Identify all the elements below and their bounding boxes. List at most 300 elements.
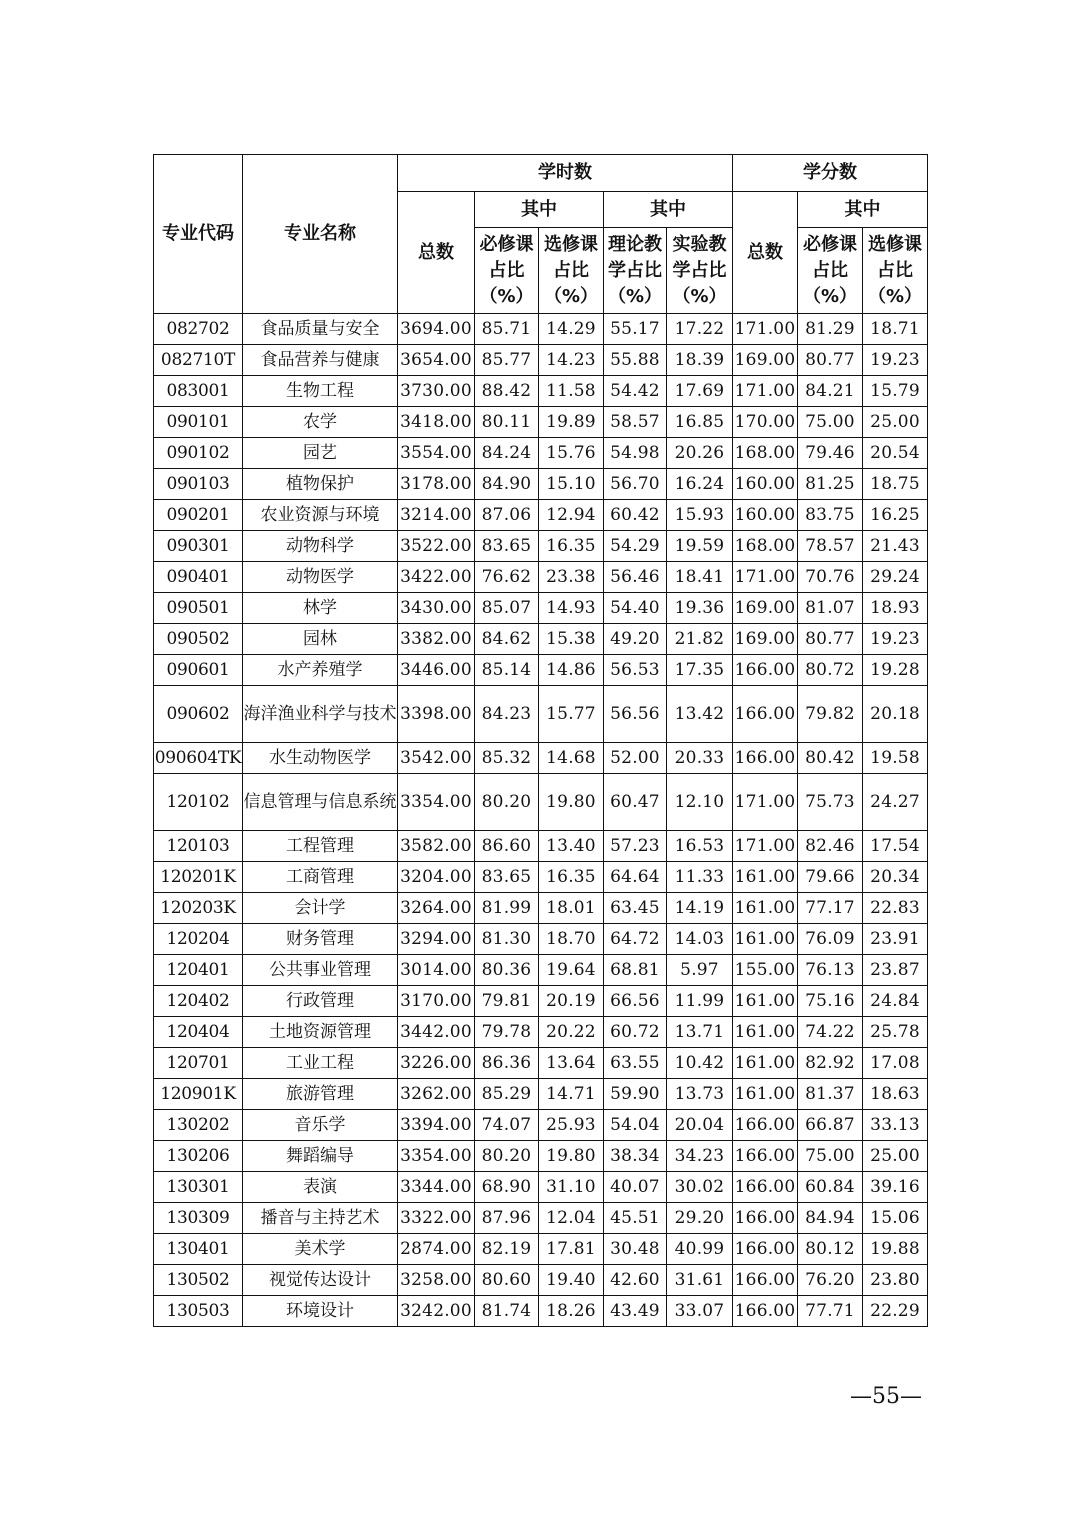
cell-hours-total: 3542.00 <box>398 743 475 774</box>
cell-credits-total: 166.00 <box>733 1265 798 1296</box>
cell-hours-required: 85.07 <box>475 593 539 624</box>
cell-lab: 14.03 <box>667 924 733 955</box>
table-row <box>154 531 928 562</box>
cell-credits-elective: 19.23 <box>863 624 928 655</box>
cell-hours-total: 3258.00 <box>398 1265 475 1296</box>
cell-code: 090401 <box>154 562 243 593</box>
cell-credits-elective: 21.43 <box>863 531 928 562</box>
cell-hours-required: 85.71 <box>475 314 539 345</box>
cell-credits-total: 168.00 <box>733 531 798 562</box>
cell-credits-required: 84.94 <box>798 1203 863 1234</box>
cell-theory: 38.34 <box>604 1141 667 1172</box>
cell-credits-elective: 19.58 <box>863 743 928 774</box>
cell-credits-elective: 16.25 <box>863 500 928 531</box>
cell-theory: 60.42 <box>604 500 667 531</box>
cell-name: 音乐学 <box>243 1110 398 1141</box>
cell-credits-elective: 15.06 <box>863 1203 928 1234</box>
cell-code: 090103 <box>154 469 243 500</box>
cell-name: 园林 <box>243 624 398 655</box>
cell-credits-total: 161.00 <box>733 986 798 1017</box>
cell-theory: 45.51 <box>604 1203 667 1234</box>
header-lab-pct: 实验教学占比（%） <box>667 228 733 314</box>
cell-hours-required: 84.62 <box>475 624 539 655</box>
table-row <box>154 376 928 407</box>
cell-theory: 59.90 <box>604 1079 667 1110</box>
table-row <box>154 743 928 774</box>
cell-lab: 14.19 <box>667 893 733 924</box>
cell-hours-total: 2874.00 <box>398 1234 475 1265</box>
cell-credits-required: 74.22 <box>798 1017 863 1048</box>
cell-credits-required: 83.75 <box>798 500 863 531</box>
cell-hours-required: 85.32 <box>475 743 539 774</box>
cell-name: 舞蹈编导 <box>243 1141 398 1172</box>
cell-theory: 64.72 <box>604 924 667 955</box>
cell-credits-elective: 19.23 <box>863 345 928 376</box>
cell-credits-total: 169.00 <box>733 593 798 624</box>
cell-credits-required: 81.29 <box>798 314 863 345</box>
cell-hours-elective: 15.10 <box>539 469 604 500</box>
cell-credits-elective: 39.16 <box>863 1172 928 1203</box>
cell-credits-elective: 20.54 <box>863 438 928 469</box>
cell-code: 120102 <box>154 774 243 831</box>
cell-lab: 30.02 <box>667 1172 733 1203</box>
cell-credits-required: 79.82 <box>798 686 863 743</box>
cell-credits-required: 76.13 <box>798 955 863 986</box>
cell-credits-elective: 22.29 <box>863 1296 928 1327</box>
cell-hours-elective: 19.64 <box>539 955 604 986</box>
cell-hours-elective: 12.94 <box>539 500 604 531</box>
cell-code: 090602 <box>154 686 243 743</box>
cell-credits-elective: 25.00 <box>863 407 928 438</box>
table-row <box>154 1017 928 1048</box>
cell-theory: 56.46 <box>604 562 667 593</box>
cell-credits-elective: 23.80 <box>863 1265 928 1296</box>
cell-name: 财务管理 <box>243 924 398 955</box>
header-credits-total: 总数 <box>733 192 798 314</box>
cell-credits-required: 66.87 <box>798 1110 863 1141</box>
header-hours-of-which-2: 其中 <box>604 192 733 228</box>
cell-credits-required: 75.16 <box>798 986 863 1017</box>
cell-lab: 10.42 <box>667 1048 733 1079</box>
cell-name: 工业工程 <box>243 1048 398 1079</box>
cell-hours-required: 80.20 <box>475 774 539 831</box>
table-row <box>154 1296 928 1327</box>
cell-hours-elective: 14.23 <box>539 345 604 376</box>
cell-credits-total: 166.00 <box>733 686 798 743</box>
table-row <box>154 1172 928 1203</box>
cell-hours-elective: 13.64 <box>539 1048 604 1079</box>
cell-credits-total: 161.00 <box>733 1048 798 1079</box>
cell-code: 130309 <box>154 1203 243 1234</box>
cell-name: 会计学 <box>243 893 398 924</box>
cell-code: 120404 <box>154 1017 243 1048</box>
cell-hours-required: 87.96 <box>475 1203 539 1234</box>
cell-name: 视觉传达设计 <box>243 1265 398 1296</box>
cell-hours-required: 80.60 <box>475 1265 539 1296</box>
cell-lab: 16.53 <box>667 831 733 862</box>
cell-code: 120401 <box>154 955 243 986</box>
cell-theory: 56.56 <box>604 686 667 743</box>
cell-credits-required: 81.25 <box>798 469 863 500</box>
cell-hours-required: 84.23 <box>475 686 539 743</box>
cell-credits-total: 166.00 <box>733 743 798 774</box>
cell-hours-total: 3398.00 <box>398 686 475 743</box>
cell-lab: 13.71 <box>667 1017 733 1048</box>
cell-credits-required: 80.12 <box>798 1234 863 1265</box>
cell-lab: 31.61 <box>667 1265 733 1296</box>
table-row <box>154 831 928 862</box>
cell-hours-total: 3344.00 <box>398 1172 475 1203</box>
cell-hours-required: 80.11 <box>475 407 539 438</box>
cell-name: 旅游管理 <box>243 1079 398 1110</box>
cell-credits-total: 155.00 <box>733 955 798 986</box>
cell-theory: 30.48 <box>604 1234 667 1265</box>
table-row <box>154 500 928 531</box>
cell-lab: 33.07 <box>667 1296 733 1327</box>
cell-hours-required: 84.24 <box>475 438 539 469</box>
cell-lab: 21.82 <box>667 624 733 655</box>
curriculum-table <box>153 154 928 1327</box>
cell-hours-total: 3394.00 <box>398 1110 475 1141</box>
cell-credits-total: 161.00 <box>733 893 798 924</box>
cell-name: 行政管理 <box>243 986 398 1017</box>
cell-credits-elective: 17.08 <box>863 1048 928 1079</box>
cell-hours-total: 3264.00 <box>398 893 475 924</box>
table-row <box>154 1265 928 1296</box>
cell-theory: 55.88 <box>604 345 667 376</box>
cell-credits-elective: 19.28 <box>863 655 928 686</box>
cell-hours-total: 3582.00 <box>398 831 475 862</box>
cell-theory: 66.56 <box>604 986 667 1017</box>
header-credits-of-which: 其中 <box>798 192 928 228</box>
cell-hours-required: 85.77 <box>475 345 539 376</box>
cell-theory: 52.00 <box>604 743 667 774</box>
cell-name: 生物工程 <box>243 376 398 407</box>
page-number: —55— <box>850 1384 922 1409</box>
header-credits-required-pct: 必修课占比（%） <box>798 228 863 314</box>
cell-hours-elective: 18.70 <box>539 924 604 955</box>
cell-hours-required: 84.90 <box>475 469 539 500</box>
cell-name: 土地资源管理 <box>243 1017 398 1048</box>
cell-hours-elective: 18.01 <box>539 893 604 924</box>
table-row <box>154 624 928 655</box>
table-body <box>154 314 928 1327</box>
cell-hours-total: 3382.00 <box>398 624 475 655</box>
table-row <box>154 655 928 686</box>
cell-name: 信息管理与信息系统 <box>243 774 398 831</box>
cell-lab: 11.33 <box>667 862 733 893</box>
cell-lab: 16.85 <box>667 407 733 438</box>
table-row <box>154 314 928 345</box>
cell-theory: 68.81 <box>604 955 667 986</box>
cell-lab: 20.26 <box>667 438 733 469</box>
cell-hours-total: 3204.00 <box>398 862 475 893</box>
cell-code: 130401 <box>154 1234 243 1265</box>
cell-credits-required: 70.76 <box>798 562 863 593</box>
cell-hours-required: 68.90 <box>475 1172 539 1203</box>
cell-credits-total: 166.00 <box>733 1296 798 1327</box>
cell-theory: 54.40 <box>604 593 667 624</box>
cell-hours-elective: 19.89 <box>539 407 604 438</box>
cell-credits-required: 82.92 <box>798 1048 863 1079</box>
cell-lab: 34.23 <box>667 1141 733 1172</box>
cell-lab: 17.22 <box>667 314 733 345</box>
cell-theory: 54.04 <box>604 1110 667 1141</box>
cell-lab: 20.04 <box>667 1110 733 1141</box>
table-row <box>154 562 928 593</box>
cell-credits-total: 161.00 <box>733 1079 798 1110</box>
cell-lab: 15.93 <box>667 500 733 531</box>
cell-credits-total: 160.00 <box>733 469 798 500</box>
cell-hours-total: 3554.00 <box>398 438 475 469</box>
cell-hours-total: 3354.00 <box>398 774 475 831</box>
cell-credits-required: 79.46 <box>798 438 863 469</box>
cell-credits-required: 80.77 <box>798 624 863 655</box>
table-row <box>154 955 928 986</box>
cell-credits-total: 166.00 <box>733 1172 798 1203</box>
cell-credits-required: 75.73 <box>798 774 863 831</box>
cell-hours-required: 80.36 <box>475 955 539 986</box>
cell-hours-total: 3178.00 <box>398 469 475 500</box>
cell-name: 公共事业管理 <box>243 955 398 986</box>
cell-credits-total: 166.00 <box>733 1203 798 1234</box>
cell-lab: 16.24 <box>667 469 733 500</box>
cell-credits-total: 160.00 <box>733 500 798 531</box>
cell-hours-required: 76.62 <box>475 562 539 593</box>
cell-credits-total: 166.00 <box>733 1234 798 1265</box>
cell-name: 工商管理 <box>243 862 398 893</box>
cell-credits-required: 75.00 <box>798 1141 863 1172</box>
cell-credits-total: 166.00 <box>733 1110 798 1141</box>
cell-credits-elective: 23.91 <box>863 924 928 955</box>
header-hours: 学时数 <box>398 155 733 192</box>
cell-hours-elective: 14.29 <box>539 314 604 345</box>
cell-code: 090201 <box>154 500 243 531</box>
cell-lab: 17.69 <box>667 376 733 407</box>
cell-lab: 12.10 <box>667 774 733 831</box>
cell-credits-required: 60.84 <box>798 1172 863 1203</box>
cell-code: 090102 <box>154 438 243 469</box>
cell-hours-elective: 23.38 <box>539 562 604 593</box>
cell-hours-elective: 18.26 <box>539 1296 604 1327</box>
cell-credits-required: 81.37 <box>798 1079 863 1110</box>
cell-credits-total: 166.00 <box>733 655 798 686</box>
cell-theory: 54.29 <box>604 531 667 562</box>
cell-theory: 57.23 <box>604 831 667 862</box>
cell-hours-elective: 12.04 <box>539 1203 604 1234</box>
table-row <box>154 407 928 438</box>
cell-credits-elective: 17.54 <box>863 831 928 862</box>
cell-theory: 40.07 <box>604 1172 667 1203</box>
cell-credits-elective: 22.83 <box>863 893 928 924</box>
cell-lab: 18.39 <box>667 345 733 376</box>
cell-theory: 42.60 <box>604 1265 667 1296</box>
cell-hours-required: 85.29 <box>475 1079 539 1110</box>
cell-code: 090501 <box>154 593 243 624</box>
cell-credits-required: 77.71 <box>798 1296 863 1327</box>
cell-hours-required: 81.30 <box>475 924 539 955</box>
cell-credits-required: 82.46 <box>798 831 863 862</box>
cell-credits-required: 81.07 <box>798 593 863 624</box>
cell-hours-total: 3226.00 <box>398 1048 475 1079</box>
cell-hours-total: 3354.00 <box>398 1141 475 1172</box>
cell-credits-required: 75.00 <box>798 407 863 438</box>
cell-hours-required: 74.07 <box>475 1110 539 1141</box>
table-row <box>154 1110 928 1141</box>
cell-hours-elective: 16.35 <box>539 862 604 893</box>
table-row <box>154 1234 928 1265</box>
cell-hours-required: 88.42 <box>475 376 539 407</box>
header-hours-of-which-1: 其中 <box>475 192 604 228</box>
cell-theory: 49.20 <box>604 624 667 655</box>
table-header <box>154 155 928 314</box>
cell-hours-total: 3242.00 <box>398 1296 475 1327</box>
cell-theory: 60.72 <box>604 1017 667 1048</box>
cell-theory: 56.53 <box>604 655 667 686</box>
cell-credits-elective: 23.87 <box>863 955 928 986</box>
cell-code: 090502 <box>154 624 243 655</box>
cell-lab: 17.35 <box>667 655 733 686</box>
table-row <box>154 345 928 376</box>
cell-credits-total: 170.00 <box>733 407 798 438</box>
cell-code: 090301 <box>154 531 243 562</box>
cell-hours-elective: 20.22 <box>539 1017 604 1048</box>
cell-credits-total: 168.00 <box>733 438 798 469</box>
cell-hours-total: 3014.00 <box>398 955 475 986</box>
cell-code: 120203K <box>154 893 243 924</box>
table-row <box>154 986 928 1017</box>
cell-credits-elective: 20.34 <box>863 862 928 893</box>
cell-theory: 64.64 <box>604 862 667 893</box>
cell-lab: 11.99 <box>667 986 733 1017</box>
cell-code: 120201K <box>154 862 243 893</box>
cell-credits-required: 80.42 <box>798 743 863 774</box>
cell-credits-required: 84.21 <box>798 376 863 407</box>
cell-hours-total: 3730.00 <box>398 376 475 407</box>
cell-credits-elective: 24.27 <box>863 774 928 831</box>
cell-hours-elective: 19.80 <box>539 774 604 831</box>
cell-credits-total: 171.00 <box>733 314 798 345</box>
cell-name: 工程管理 <box>243 831 398 862</box>
table-row <box>154 686 928 743</box>
cell-code: 130206 <box>154 1141 243 1172</box>
cell-hours-required: 79.78 <box>475 1017 539 1048</box>
cell-hours-total: 3294.00 <box>398 924 475 955</box>
cell-credits-elective: 25.78 <box>863 1017 928 1048</box>
cell-name: 园艺 <box>243 438 398 469</box>
header-theory-pct: 理论教学占比（%） <box>604 228 667 314</box>
cell-name: 植物保护 <box>243 469 398 500</box>
cell-hours-required: 83.65 <box>475 531 539 562</box>
cell-hours-elective: 14.86 <box>539 655 604 686</box>
cell-hours-elective: 19.40 <box>539 1265 604 1296</box>
cell-lab: 18.41 <box>667 562 733 593</box>
cell-hours-elective: 14.71 <box>539 1079 604 1110</box>
table-row <box>154 862 928 893</box>
cell-hours-required: 79.81 <box>475 986 539 1017</box>
cell-lab: 13.42 <box>667 686 733 743</box>
table-row <box>154 774 928 831</box>
cell-credits-total: 169.00 <box>733 345 798 376</box>
cell-credits-required: 76.20 <box>798 1265 863 1296</box>
cell-credits-required: 78.57 <box>798 531 863 562</box>
header-hours-total: 总数 <box>398 192 475 314</box>
cell-name: 表演 <box>243 1172 398 1203</box>
cell-hours-elective: 25.93 <box>539 1110 604 1141</box>
cell-hours-total: 3214.00 <box>398 500 475 531</box>
cell-credits-elective: 24.84 <box>863 986 928 1017</box>
cell-credits-required: 80.72 <box>798 655 863 686</box>
table-row <box>154 438 928 469</box>
cell-hours-total: 3170.00 <box>398 986 475 1017</box>
cell-theory: 55.17 <box>604 314 667 345</box>
cell-name: 水产养殖学 <box>243 655 398 686</box>
cell-lab: 13.73 <box>667 1079 733 1110</box>
cell-name: 动物科学 <box>243 531 398 562</box>
cell-hours-total: 3654.00 <box>398 345 475 376</box>
cell-name: 农业资源与环境 <box>243 500 398 531</box>
cell-hours-elective: 13.40 <box>539 831 604 862</box>
cell-hours-total: 3522.00 <box>398 531 475 562</box>
cell-lab: 5.97 <box>667 955 733 986</box>
cell-credits-total: 161.00 <box>733 862 798 893</box>
cell-hours-required: 86.60 <box>475 831 539 862</box>
table-row <box>154 593 928 624</box>
cell-credits-elective: 29.24 <box>863 562 928 593</box>
cell-hours-total: 3422.00 <box>398 562 475 593</box>
cell-code: 120402 <box>154 986 243 1017</box>
cell-credits-elective: 18.75 <box>863 469 928 500</box>
cell-credits-required: 79.66 <box>798 862 863 893</box>
cell-credits-total: 171.00 <box>733 774 798 831</box>
cell-code: 130301 <box>154 1172 243 1203</box>
cell-credits-required: 77.17 <box>798 893 863 924</box>
cell-code: 120701 <box>154 1048 243 1079</box>
cell-credits-elective: 18.63 <box>863 1079 928 1110</box>
cell-credits-required: 76.09 <box>798 924 863 955</box>
cell-name: 播音与主持艺术 <box>243 1203 398 1234</box>
cell-hours-total: 3430.00 <box>398 593 475 624</box>
cell-name: 食品营养与健康 <box>243 345 398 376</box>
cell-code: 090604TK <box>154 743 243 774</box>
cell-name: 动物医学 <box>243 562 398 593</box>
cell-credits-total: 166.00 <box>733 1141 798 1172</box>
cell-lab: 29.20 <box>667 1203 733 1234</box>
cell-hours-total: 3322.00 <box>398 1203 475 1234</box>
cell-hours-required: 87.06 <box>475 500 539 531</box>
table-row <box>154 1203 928 1234</box>
cell-code: 082710T <box>154 345 243 376</box>
cell-hours-elective: 11.58 <box>539 376 604 407</box>
cell-credits-elective: 33.13 <box>863 1110 928 1141</box>
cell-credits-elective: 25.00 <box>863 1141 928 1172</box>
cell-hours-elective: 17.81 <box>539 1234 604 1265</box>
cell-hours-elective: 15.76 <box>539 438 604 469</box>
cell-credits-total: 171.00 <box>733 376 798 407</box>
header-credits-elective-pct: 选修课占比（%） <box>863 228 928 314</box>
cell-credits-total: 171.00 <box>733 831 798 862</box>
cell-theory: 43.49 <box>604 1296 667 1327</box>
table-row <box>154 893 928 924</box>
cell-name: 林学 <box>243 593 398 624</box>
header-credits: 学分数 <box>733 155 928 192</box>
cell-theory: 63.45 <box>604 893 667 924</box>
cell-code: 082702 <box>154 314 243 345</box>
cell-code: 130202 <box>154 1110 243 1141</box>
cell-credits-total: 161.00 <box>733 924 798 955</box>
cell-hours-required: 86.36 <box>475 1048 539 1079</box>
table-row <box>154 1079 928 1110</box>
